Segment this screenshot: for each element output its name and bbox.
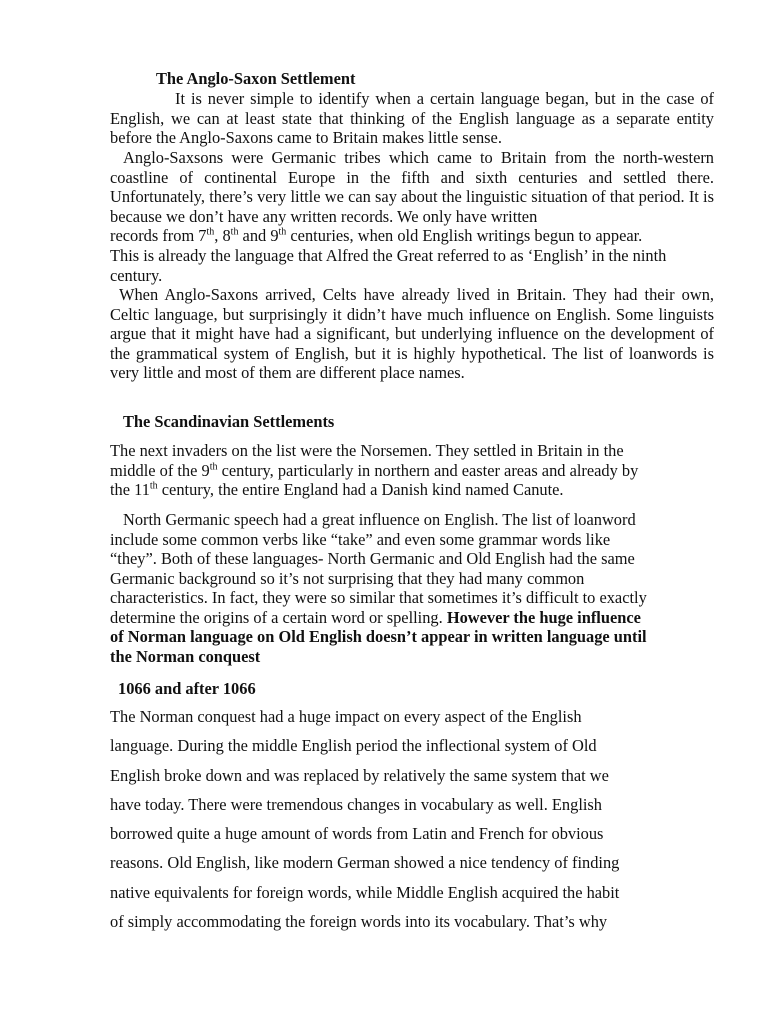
paragraph-anglo-saxsons: Anglo-Saxsons were Germanic tribes which came to Britain from the north-western coastline of continental Europe in the fifth and sixth centuries and settled there. Unfortunately, there’s very little we can say about the linguistic situation of that period. It is because we don’t have any written records. We only have written <box>110 148 714 226</box>
paragraph-intro: It is never simple to identify when a certain language began, but in the case of English, we can at least state that thinking of the English language as a separate entity before the Anglo-Saxons came to Britain makes little sense. <box>110 89 714 147</box>
paragraph-alfred: This is already the language that Alfred the Great referred to as ‘English’ in the ninth century. <box>110 246 667 285</box>
bold-statement: However the huge influence <box>446 607 641 627</box>
paragraph-celts: When Anglo-Saxons arrived, Celts have already lived in Britain. They had their own, Celtic language, but surprisingly it didn’t have much influence on English. Some linguists argue that it might have had a significant, but underlying influence on the development of the grammatical system of English, but it is highly hypothetical. The list of loanwords is very little and most of them are different place names. <box>110 285 714 382</box>
section-heading-scandinavian: The Scandinavian Settlements <box>123 412 335 431</box>
section-heading-1066: 1066 and after 1066 <box>118 679 256 698</box>
paragraph-norman-conquest: The Norman conquest had a huge impact on every aspect of the English language. During the middle English period the inflectional system of Old English broke down and was replaced by relatively the same system that we have today. There were tremendous changes in vocabulary as well. English borrowed quite a huge amount of words from Latin and French for obvious reasons. Old English, like modern German showed a nice tendency of finding native equivalents for foreign words, while Middle English acquired the habit of simply accommodating the foreign words into its vocabulary. That’s why <box>110 707 620 932</box>
paragraph-north-germanic: North Germanic speech had a great influence on English. The list of loanword include some common verbs like “take” and even some grammar words like “they”. Both of these languages- North Germanic and Old English had the same Germanic background so it’s not surprising that they had many common characteristics. In fact, they were so similar that sometimes it’s difficult to exactly determine the origins of a certain word or spelling. However the huge influence of Norman language on Old English doesn’t appear in written language until the Norman conquest <box>110 510 647 666</box>
paragraph-records-line: records from 7th, 8th and 9th centuries, when old English writings begun to appear. <box>110 226 643 245</box>
paragraph-norsemen: The next invaders on the list were the Norsemen. They settled in Britain in the middle of the 9th century, particularly in northern and easter areas and already by the 11th century, the entire England had a Danish kind named Canute. <box>110 441 639 499</box>
section-heading-anglo-saxon: The Anglo-Saxon Settlement <box>156 69 356 88</box>
